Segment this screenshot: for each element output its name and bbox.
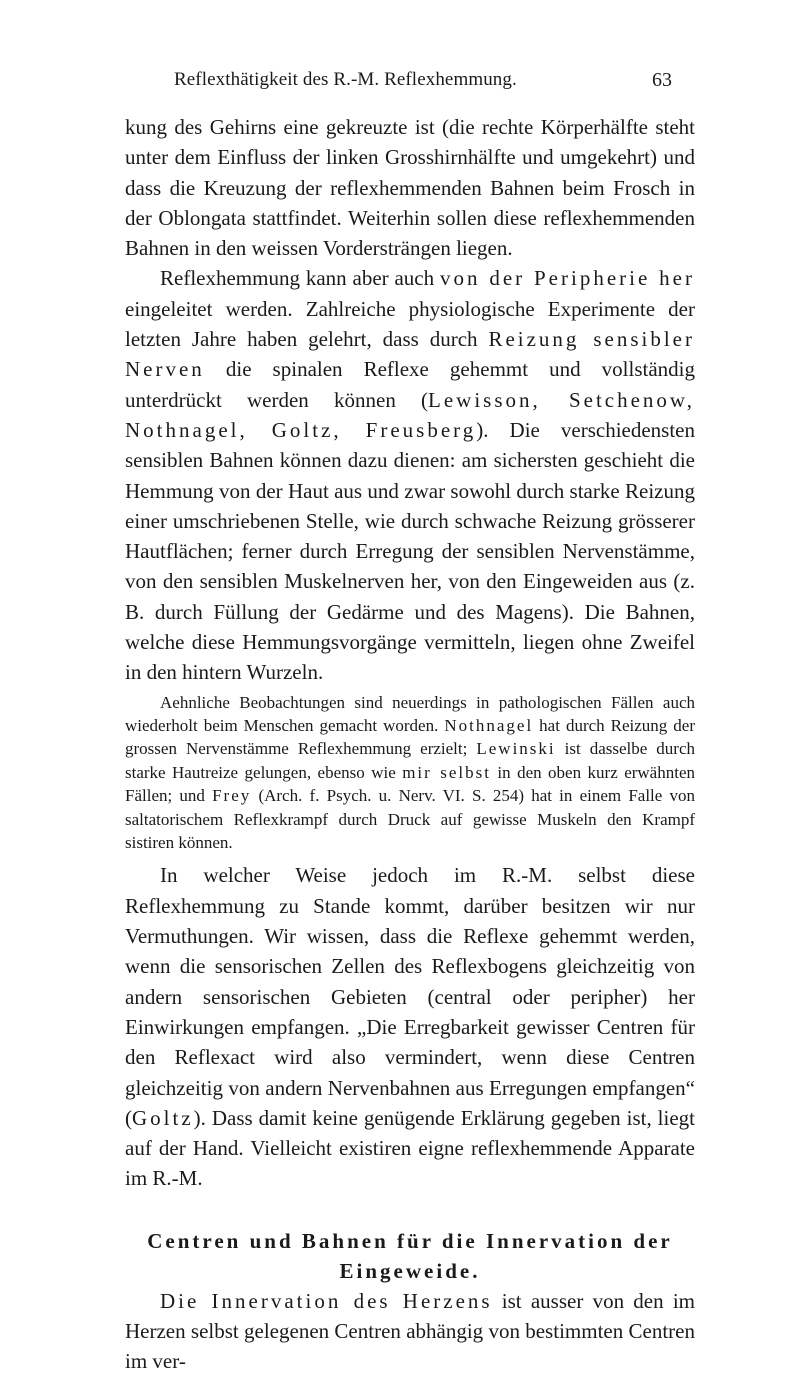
section-heading-line-1: Centren und Bahnen für die Innervation der [147,1228,673,1253]
paragraph-heart-innervation [125,1286,695,1377]
paragraph-mechanism [125,860,695,1193]
author-goltz: Goltz [132,1105,194,1130]
section-heading [125,1226,695,1286]
text-run: eingeleitet werden. Zahlreiche physiologische Experimente der letzten Jahre haben gelehrt, dass durch [125,296,695,352]
body-text [125,112,695,1377]
emphasis-peripherie: von der Peripherie her [439,266,695,291]
section-heading-line-2: Eingeweide. [339,1258,481,1283]
author-lewinski: Lewinski [476,739,556,759]
running-head [174,68,672,92]
text-run: ist dasselbe durch starke Hautreize gelungen, ebenso wie [125,739,696,782]
text-run: ). Dass damit keine genügende Erklärung gegeben ist, liegt auf der Hand. Vielleicht existiren eigne reflexhemmende Apparate im R.-M. [125,1105,695,1191]
text-run: hat durch Reizung der grossen Nervenstämme Reflexhemmung erzielt; [125,716,696,759]
text-run: In welcher Weise jedoch im R.-M. selbst diese Reflexhemmung zu Stande kommt, darüber besitzen wir nur Vermuthungen. Wir wissen, dass die Reflexe gehemmt werden, wenn die sensorischen Zellen des Reflexbogens gleichzeitig von andern sensorischen Gebieten (central oder peripher) her Einwirkungen empfangen. „Die Erregbarkeit gewisser Centren für den Reflexact wird also vermindert, wenn diese Centren gleichzeitig von andern Nervenbahnen aus Erregungen empfangen“ ( [125,863,695,1130]
text-run: in den oben kurz erwähnten Fällen; und [125,762,695,806]
author-nothnagel: Nothnagel [444,716,534,736]
text-run: Aehnliche Beobachtungen sind neuerdings in pathologischen Fällen auch wiederholt beim Menschen gemacht worden. [125,692,695,736]
text-run: die spinalen Reflexe gehemmt und vollständig unterdrückt werden können ( [125,357,695,412]
small-print-note [125,691,695,855]
paragraph-continued: kung des Gehirns eine gekreuzte ist (die rechte Körperhälfte steht unter dem Einfluss der linken Grosshirnhälfte und umgekehrt) und dass die Kreuzung der reflexhemmenden Bahnen beim Frosch in der Oblongata stattfindet. Weiterhin sollen diese reflexhemmenden Bahnen in den weissen Vordersträngen liegen. [125,115,695,261]
emphasis-reizung: Reizung sensibler Nerven [125,327,695,382]
author-frey: Frey [212,786,252,806]
text-run: (Arch. f. Psych. u. Nerv. VI. S. 254) hat in einem Falle von saltatorischem Reflexkrampf durch Druck auf gewisse Muskeln den Krampf sistiren können. [125,786,695,853]
paragraph-peripheral-inhibition [125,263,695,687]
emphasis-mir-selbst: mir selbst [402,762,491,782]
author-names: Lewisson, Setchenow, Nothnagel, Goltz, Freusberg [125,387,695,442]
page-number: 63 [652,69,672,91]
text-run: ist ausser von den im Herzen selbst gelegenen Centren abhängig von bestimmten Centren im ver- [125,1288,696,1374]
text-run: Reflexhemmung kann aber auch [160,266,440,291]
text-run: ). Die verschiedensten sensiblen Bahnen können dazu dienen: am sichersten geschieht die Hemmung von der Haut aus und zwar sowohl durch starke Reizung einer umschriebenen Stelle, wie durch schwache Reizung grösserer Hautflächen; ferner durch Erregung der sensiblen Nervenstämme, von den sensiblen Muskelnerven her, von den Eingeweiden aus (z. B. durch Füllung der Gedärme und des Magens). Die Bahnen, welche diese Hemmungsvorgänge vermitteln, liegen ohne Zweifel in den hintern Wurzeln. [125,417,695,685]
emphasis-innervation-herzens: Die Innervation des Herzens [160,1288,493,1313]
running-title: Reflexthätigkeit des R.-M. Reflexhemmung. [174,69,517,90]
